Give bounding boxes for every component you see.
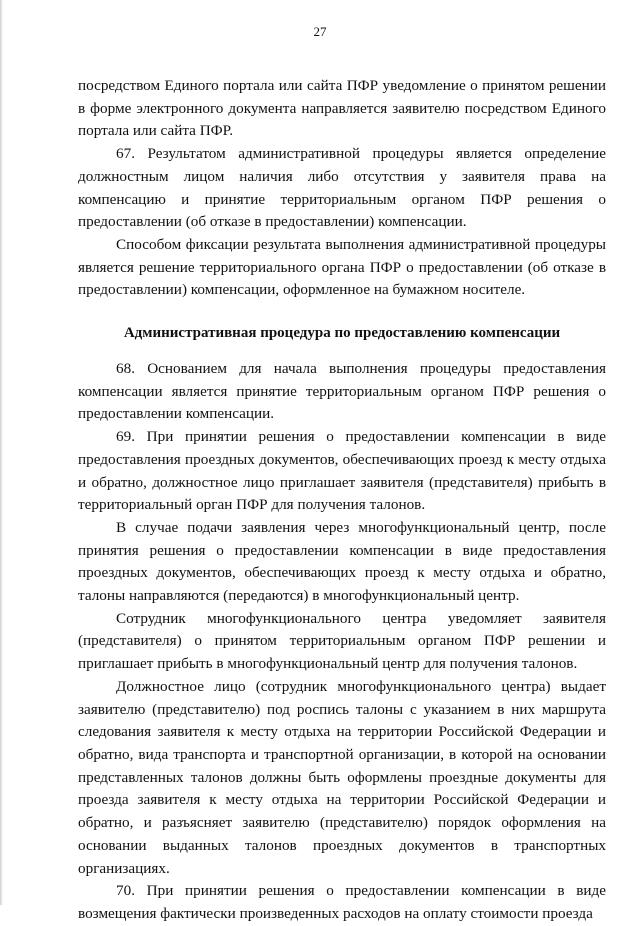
paragraph-67-result: 67. Результатом административной процедуры является определение должностным лицом наличия либо отсутствия у заявителя права на компенсацию и принятие территориальным органом ПФР решения о предоставлении (об отказе в предоставлении) компенсации. (78, 145, 606, 231)
paragraph-coupons-issuance: Должностное лицо (сотрудник многофункционального центра) выдает заявителю (представителю) под роспись талоны с указанием в них маршрута следования заявителя к месту отдыха на территории Российской Федерации и обратно, вида транспорта и транспортной организации, в которой на основании представленных талонов должны быть оформлены проездные документы для проезда заявителя к месту отдыха на территории Российской Федерации и обратно, и разъясняет заявителю (представителю) порядок оформления на основании выданных талонов проездных документов в транспортных организациях. (78, 677, 606, 877)
paragraph-70-reimbursement: 70. При принятии решения о предоставлении компенсации в виде возмещения фактически произведенных расходов на оплату стоимости проезда (78, 882, 606, 922)
paragraph-portal-notification: посредством Единого портала или сайта ПФР уведомление о принятом решении в форме электронного документа направляется заявителю посредством Единого портала или сайта ПФР. (78, 77, 606, 140)
paragraph-fixation-method: Способом фиксации результата выполнения административной процедуры является решение территориального органа ПФР о предоставлении (об отказе в предоставлении) компенсации, оформленное на бумажном носителе. (78, 235, 606, 299)
page-number: 27 (313, 24, 327, 39)
paragraph-mfc-employee: Сотрудник многофункционального центра уведомляет заявителя (представителя) о принятом территориальным органом ПФР решении и приглашает прибыть в многофункциональный центр для получения талонов. (78, 609, 606, 673)
paragraph-mfc-submission: В случае подачи заявления через многофункциональный центр, после принятия решения о предоставлении компенсации в виде предоставления проездных документов, обеспечивающих проезд к месту отдыха и обратно, талоны направляются (передаются) в многофункциональный центр. (78, 518, 606, 605)
paragraph-69-travel-documents: 69. При принятии решения о предоставлении компенсации в виде предоставления проездных документов, обеспечивающих проезд к месту отдыха и обратно, должностное лицо приглашает заявителя (представителя) прибыть в территориальный орган ПФР для получения талонов. (78, 428, 606, 514)
paragraph-68-grounds: 68. Основанием для начала выполнения процедуры предоставления компенсации является принятие территориальным органом ПФР решения о предоставлении компенсации. (78, 360, 606, 423)
document-body (78, 75, 606, 926)
scan-edge-shadow (0, 0, 3, 905)
section-heading: Административная процедура по предоставлению компенсации (123, 325, 561, 342)
